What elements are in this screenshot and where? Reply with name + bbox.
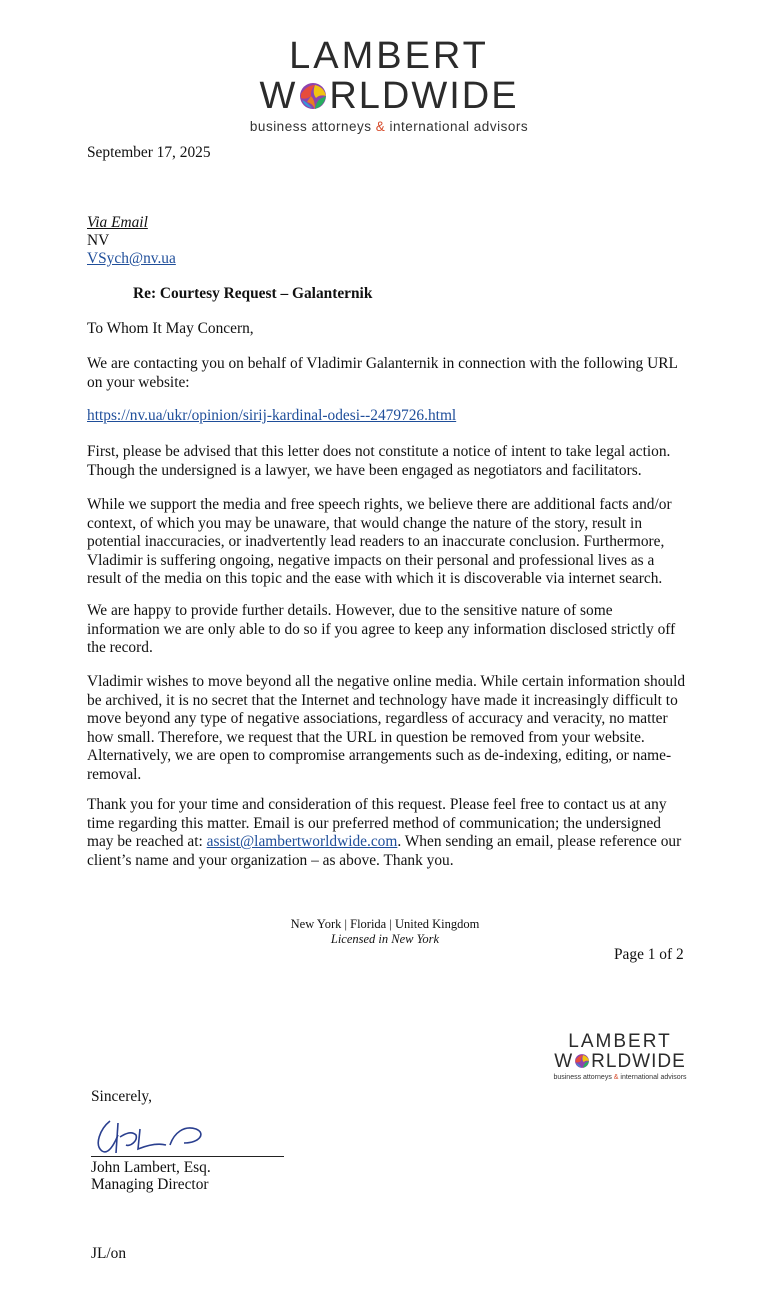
salutation: To Whom It May Concern, (87, 320, 254, 337)
logo-line-lambert: LAMBERT (289, 35, 489, 77)
article-url-link[interactable]: https://nv.ua/ukr/opinion/sirij-kardinal-odesi--2479726.html (87, 407, 457, 424)
globe-icon-small (574, 1053, 590, 1069)
paragraph-request: Vladimir wishes to move beyond all the negative online media. While certain information should be archived, it is no secret that the Internet and technology have made it increasingly difficult to move beyond any type of negative associations, regardless of accuracy and veracity, no matter how small. Therefore, we request that the URL in question be removed from your website. Alternatively, we are open to compromise arrangements such as de-indexing, editing, or name- removal. (87, 673, 686, 783)
logo-small-line-worldwide: W RLDWIDE (554, 1051, 686, 1072)
logo-small-line-lambert: LAMBERT (568, 1031, 672, 1052)
office-locations: New York | Florida | United Kingdom (290, 917, 480, 931)
logo-line-worldwide: W RLDWIDE (259, 75, 519, 117)
paragraph-disclaimer: First, please be advised that this letter does not constitute a notice of intent to take legal action. Though the undersigned is a lawyer, we have been engaged as negotiators and facilitators. (87, 443, 671, 479)
letterhead-logo (226, 36, 552, 134)
paragraph-details: We are happy to provide further details. However, due to the sensitive nature of some information we are only able to do so if you agree to keep any information disclosed strictly off the record. (87, 602, 676, 657)
signature-image (92, 1115, 212, 1157)
paragraph-intro: We are contacting you on behalf of Vladimir Galanternik in connection with the following URL on your website: (87, 355, 678, 391)
signature-line (91, 1156, 284, 1157)
contact-email-link[interactable]: assist@lambertworldwide.com (206, 833, 398, 851)
typist-initials: JL/on (91, 1245, 127, 1262)
recipient-email-link[interactable]: VSych@nv.ua (87, 250, 176, 267)
delivery-method: Via Email (87, 214, 148, 231)
paragraph-context: While we support the media and free speech rights, we believe there are additional facts and/or context, of which you may be unaware, that would change the nature of the story, result in potential inaccuracies, or inadvertently lead readers to an inaccurate conclusion. Furthermore, Vladimir is suffering ongoing, negative impacts on their personal and professional lives as a result of the media on this topic and the ease with which it is discoverable via internet search. (87, 496, 672, 588)
globe-icon (298, 81, 328, 111)
signer-name: John Lambert, Esq. (91, 1159, 211, 1176)
logo-small-tagline: business attorneys & international advisors (553, 1074, 687, 1081)
recipient-name: NV (87, 232, 110, 249)
paragraph-contact: Thank you for your time and consideration of this request. Please feel free to contact us at any time regarding this matter. Email is our preferred method of communication; the undersigned may be reached at: assist@lambertworldwide.com. When sending an email, please reference our client’s name and your organization – as above. Thank you. (87, 796, 682, 869)
signer-title: Managing Director (91, 1176, 209, 1193)
letter-date: September 17, 2025 (87, 144, 211, 161)
page-number: Page 1 of 2 (614, 946, 684, 963)
logo-tagline: business attorneys & international advisors (249, 119, 529, 134)
license-note: Licensed in New York (330, 932, 440, 946)
closing-sincerely: Sincerely, (91, 1088, 152, 1105)
letterhead-logo-small (549, 1032, 691, 1081)
subject-line: Re: Courtesy Request – Galanternik (133, 285, 373, 302)
